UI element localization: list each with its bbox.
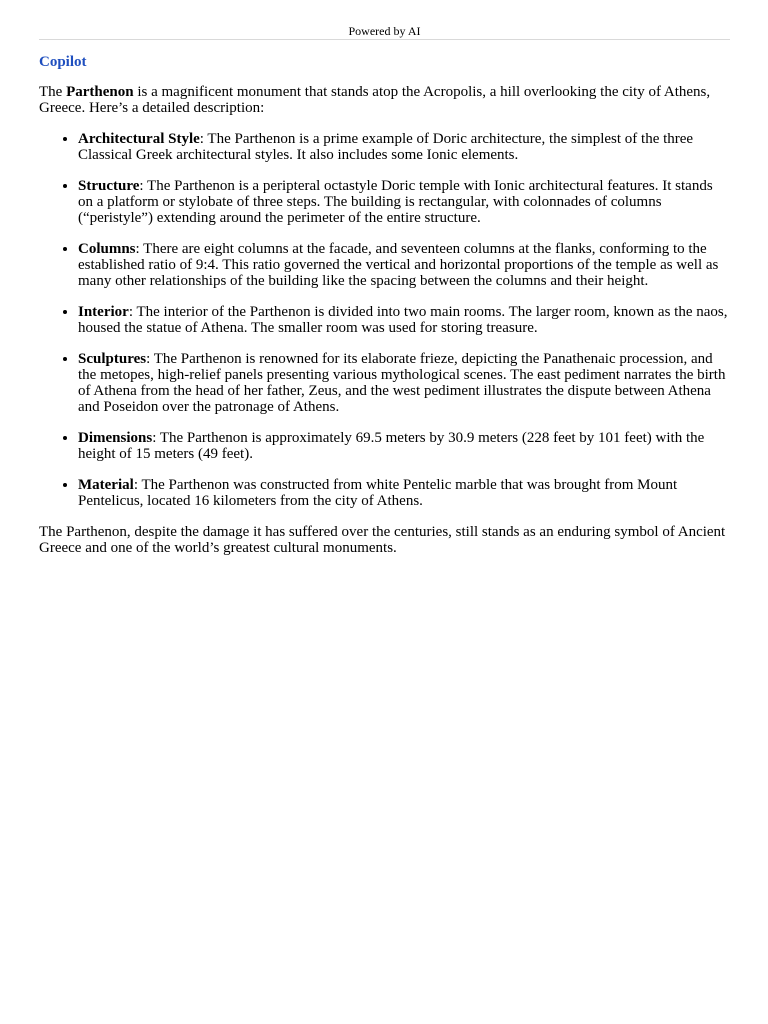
list-item-term: Sculptures [78, 351, 147, 367]
list-item-text: : The Parthenon is a peripteral octastyle Doric temple with Ionic architectural features. It stands on a platform or stylobate of three steps. The building is rectangular, with colonnades of columns (“peristyle”) extending around the perimeter of the entire structure. [78, 178, 713, 226]
list-item-columns [78, 241, 730, 289]
powered-by-label: Powered by AI [348, 24, 421, 38]
list-item-text: : The Parthenon was constructed from white Pentelic marble that was brought from Mount Pentelicus, located 16 kilometers from the city of Athens. [78, 477, 678, 509]
list-item-text: : There are eight columns at the facade, and seventeen columns at the flanks, conforming to the established ratio of 9:4. This ratio governed the vertical and horizontal proportions of the temple as well as many other relationships of the building like the spacing between the columns and their height. [78, 241, 719, 289]
intro-bold-term: Parthenon [66, 84, 134, 100]
response-title: Copilot [39, 54, 87, 70]
list-item-term: Columns [78, 241, 136, 257]
list-item-term: Dimensions [78, 430, 153, 446]
list-item-text: : The interior of the Parthenon is divided into two main rooms. The larger room, known as the naos, housed the statue of Athena. The smaller room was used for storing treasure. [78, 304, 728, 336]
detail-list [39, 131, 730, 509]
list-item-text: : The Parthenon is a prime example of Doric architecture, the simplest of the three Classical Greek architectural styles. It also includes some Ionic elements. [78, 131, 694, 163]
response-content [39, 53, 730, 556]
list-item-material [78, 477, 730, 509]
list-item-term: Structure [78, 178, 140, 194]
intro-suffix: is a magnificent monument that stands atop the Acropolis, a hill overlooking the city of Athens, Greece. Here’s a detailed description: [39, 84, 711, 116]
list-item-term: Interior [78, 304, 129, 320]
list-item-architectural-style [78, 131, 730, 163]
intro-prefix: The [39, 84, 67, 100]
list-item-text: : The Parthenon is renowned for its elaborate frieze, depicting the Panathenaic procession, and the metopes, high-relief panels presenting various mythological scenes. The east pediment narrates the birth of Athena from the head of her father, Zeus, and the west pediment illustrates the dispute between Athena and Poseidon over the patronage of Athens. [78, 351, 726, 415]
list-item-structure [78, 178, 730, 226]
list-item-sculptures [78, 351, 730, 415]
page-header [39, 24, 730, 40]
conclusion-paragraph: The Parthenon, despite the damage it has suffered over the centuries, still stands as an enduring symbol of Ancient Greece and one of the world’s greatest cultural monuments. [39, 524, 726, 556]
list-item-term: Architectural Style [78, 131, 200, 147]
intro-paragraph [39, 84, 730, 116]
list-item-text: : The Parthenon is approximately 69.5 meters by 30.9 meters (228 feet by 101 feet) with the height of 15 meters (49 feet). [78, 430, 705, 462]
list-item-dimensions [78, 430, 730, 462]
list-item-term: Material [78, 477, 134, 493]
list-item-interior [78, 304, 730, 336]
